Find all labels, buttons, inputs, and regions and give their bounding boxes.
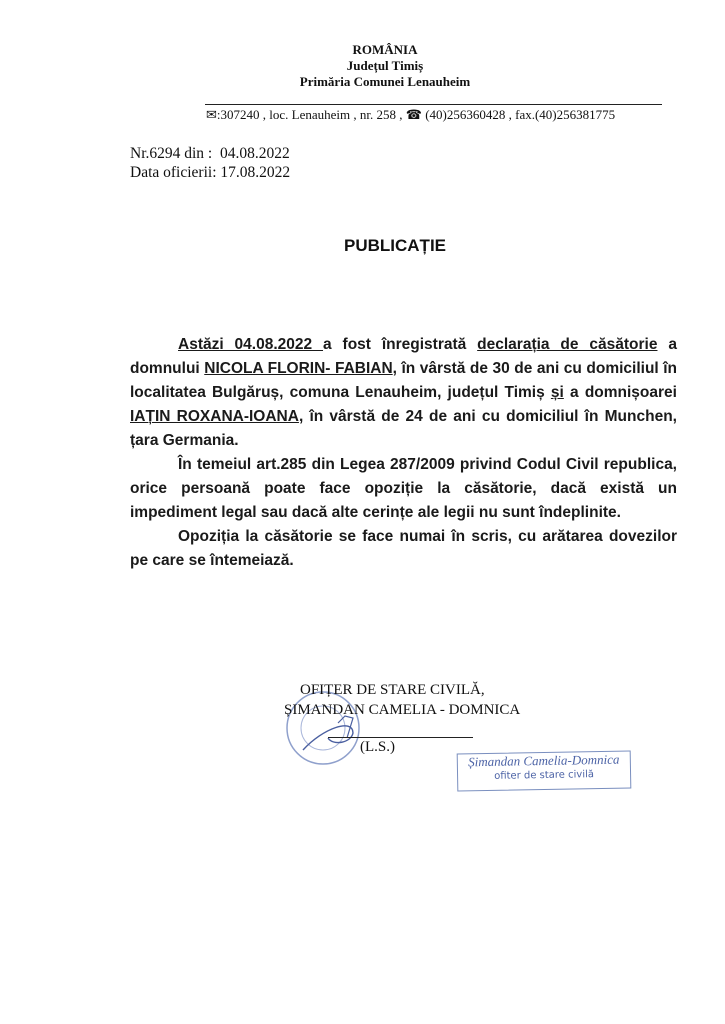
signatory-role: OFIȚER DE STARE CIVILĂ, <box>300 682 485 698</box>
signature-line <box>328 737 473 738</box>
document-body <box>130 333 677 573</box>
envelope-icon: ✉ <box>206 107 217 122</box>
text: , în vârstă de 24 de ani cu domiciliul în Munchen, țara Germania. <box>130 408 677 449</box>
telephone-icon: ☎ <box>405 107 422 122</box>
declaration-underlined: declarația de căsătorie <box>477 336 658 353</box>
name-stamp <box>457 750 632 791</box>
date-underlined: Astăzi 04.08.2022 <box>178 336 324 353</box>
header-divider <box>205 104 662 105</box>
document-title: PUBLICAȚIE <box>344 236 446 255</box>
and-underlined: și <box>550 384 564 401</box>
address-text: :307240 , loc. Lenauheim , nr. 258 , <box>216 107 406 122</box>
paragraph-opposition: Opoziția la căsătorie se face numai în scris, cu arătarea dovezilor pe care se întemeiază. <box>130 528 677 569</box>
groom-name: NICOLA FLORIN- FABIAN <box>204 360 393 377</box>
header-county: Județul Timiș <box>346 58 424 73</box>
registration-info <box>130 144 290 182</box>
locus-sigilli: (L.S.) <box>360 739 395 755</box>
header-address <box>206 107 615 123</box>
signature-block <box>284 680 521 720</box>
paragraph-declaration <box>130 333 677 453</box>
header-institution: Primăria Comunei Lenauheim <box>299 74 471 89</box>
text: a domnului <box>130 336 677 377</box>
registration-number: Nr.6294 din : 04.08.2022 <box>130 145 290 162</box>
officiation-date: Data oficierii: 17.08.2022 <box>130 164 291 181</box>
phone-fax-text: (40)256360428 , fax.(40)256381775 <box>421 107 616 122</box>
signatory-name: ȘIMANDAN CAMELIA - DOMNICA <box>284 702 521 718</box>
stamp-role: ofiter de stare civilă <box>494 769 595 782</box>
text: , în vârstă de 30 de ani cu domiciliul în localitatea Bulgăruș, comuna Lenauheim, județul Timiș <box>130 360 677 401</box>
text: a domnișoarei <box>563 384 677 401</box>
bride-name: IAȚIN ROXANA-IOANA <box>130 408 299 425</box>
stamp-name: Șimandan Camelia-Domnica <box>468 751 620 770</box>
paragraph-legal-basis: În temeiul art.285 din Legea 287/2009 privind Codul Civil republica, orice persoană poate face opoziție la căsătorie, dacă există un impediment legal sau dacă alte cerințe ale legii nu sunt îndeplinite. <box>130 456 677 521</box>
text: a fost înregistrată <box>323 336 478 353</box>
header-country: ROMÂNIA <box>352 42 418 57</box>
